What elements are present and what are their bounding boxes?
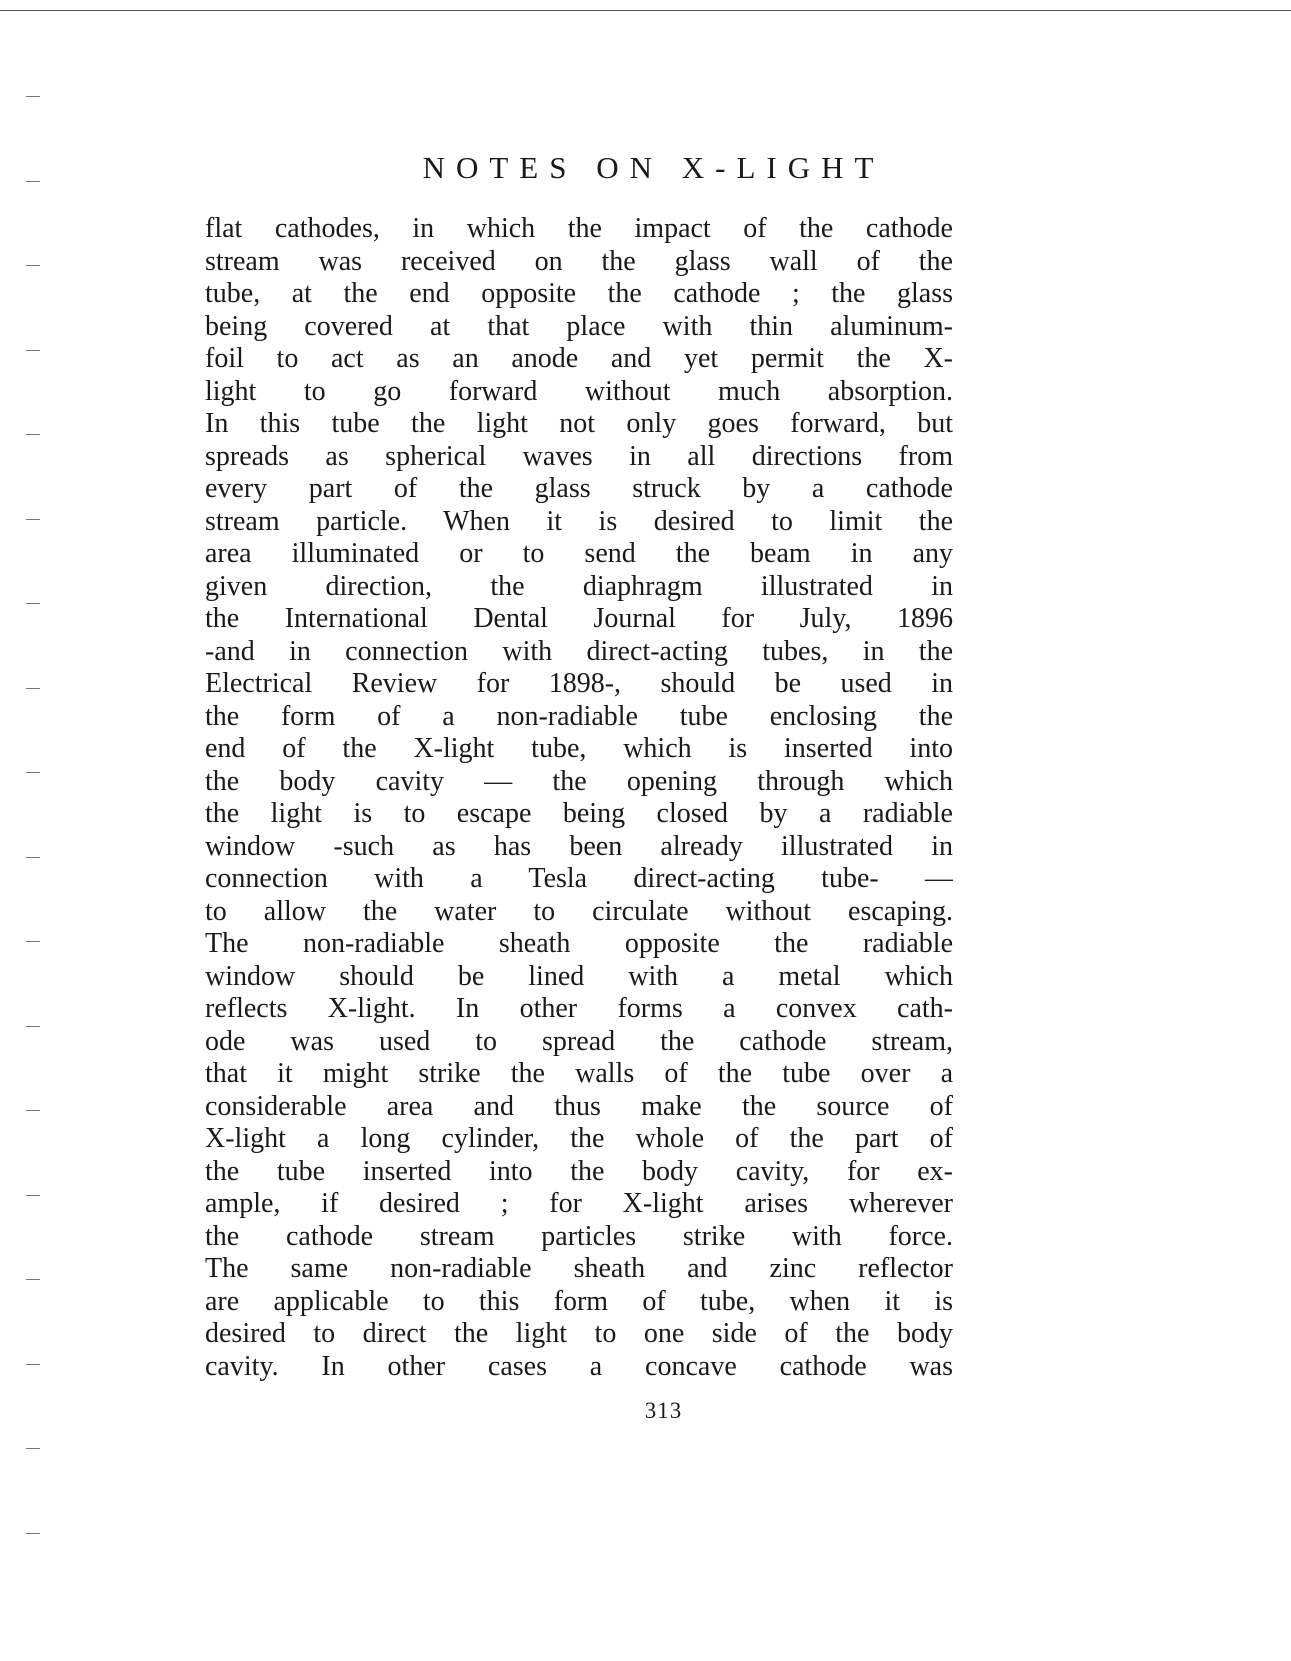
text-line: The non-radiable sheath opposite the radiable <box>205 928 953 959</box>
text-line: to allow the water to circulate without escaping. <box>205 895 953 927</box>
text-line: area illuminated or to send the beam in any <box>205 538 953 569</box>
text-line: light to go forward without much absorption. <box>205 375 953 407</box>
text-line: cavity. In other cases a concave cathode was <box>205 1350 953 1382</box>
text-line: window -such as has been already illustrated in <box>205 830 953 862</box>
text-line: are applicable to this form of tube, when it is <box>205 1285 953 1317</box>
margin-tick <box>26 688 40 689</box>
text-line: being covered at that place with thin aluminum- <box>205 310 953 342</box>
margin-tick <box>26 603 40 604</box>
margin-tick <box>26 857 40 858</box>
page-number: 313 <box>644 1398 683 1423</box>
text-line: -and in connection with direct-acting tubes, in the <box>205 635 953 667</box>
text-line: the International Dental Journal for July, 1896 <box>205 603 953 634</box>
text-line: every part of the glass struck by a cathode <box>205 473 953 504</box>
text-line: tube, at the end opposite the cathode ; the glass <box>205 278 953 309</box>
top-border-rule <box>0 10 1291 11</box>
text-line: end of the X-light tube, which is inserted into <box>205 733 953 764</box>
body-text <box>205 213 953 1383</box>
margin-tick <box>26 941 40 942</box>
text-line: reflects X-light. In other forms a convex cath- <box>205 993 953 1024</box>
margin-tick <box>26 96 40 97</box>
margin-tick <box>26 1533 40 1534</box>
text-line: the form of a non-radiable tube enclosing the <box>205 700 953 732</box>
text-line: ample, if desired ; for X-light arises wherever <box>205 1188 953 1219</box>
text-line: stream particle. When it is desired to limit the <box>205 505 953 537</box>
text-line: The same non-radiable sheath and zinc reflector <box>205 1253 953 1284</box>
text-line: In this tube the light not only goes forward, but <box>205 408 953 439</box>
margin-tick <box>26 519 40 520</box>
text-line: given direction, the diaphragm illustrated in <box>205 570 953 602</box>
text-line: the tube inserted into the body cavity, for ex- <box>205 1155 953 1187</box>
text-line: Electrical Review for 1898-, should be used in <box>205 668 953 699</box>
margin-tick <box>26 1110 40 1111</box>
text-line: the body cavity — the opening through which <box>205 765 953 797</box>
margin-tick <box>26 434 40 435</box>
margin-tick <box>26 350 40 351</box>
margin-tick <box>26 265 40 266</box>
margin-tick <box>26 1279 40 1280</box>
text-line: that it might strike the walls of the tube over a <box>205 1058 953 1089</box>
text-line: window should be lined with a metal which <box>205 960 953 992</box>
text-line: considerable area and thus make the source of <box>205 1090 953 1122</box>
text-line: X-light a long cylinder, the whole of the part of <box>205 1123 953 1154</box>
running-head: NOTES ON X-LIGHT <box>422 150 885 185</box>
margin-tick <box>26 1026 40 1027</box>
margin-tick <box>26 1195 40 1196</box>
margin-tick <box>26 1448 40 1449</box>
margin-tick <box>26 772 40 773</box>
margin-tick <box>26 1364 40 1365</box>
text-line: flat cathodes, in which the impact of the cathode <box>205 213 953 244</box>
text-line: desired to direct the light to one side of the body <box>205 1318 953 1349</box>
text-line: spreads as spherical waves in all directions from <box>205 440 953 472</box>
text-line: the light is to escape being closed by a radiable <box>205 798 953 829</box>
text-line: ode was used to spread the cathode stream, <box>205 1025 953 1057</box>
text-line: foil to act as an anode and yet permit the X- <box>205 343 953 374</box>
text-line: the cathode stream particles strike with force. <box>205 1220 953 1252</box>
text-line: stream was received on the glass wall of the <box>205 245 953 277</box>
text-line: connection with a Tesla direct-acting tube- — <box>205 863 953 894</box>
